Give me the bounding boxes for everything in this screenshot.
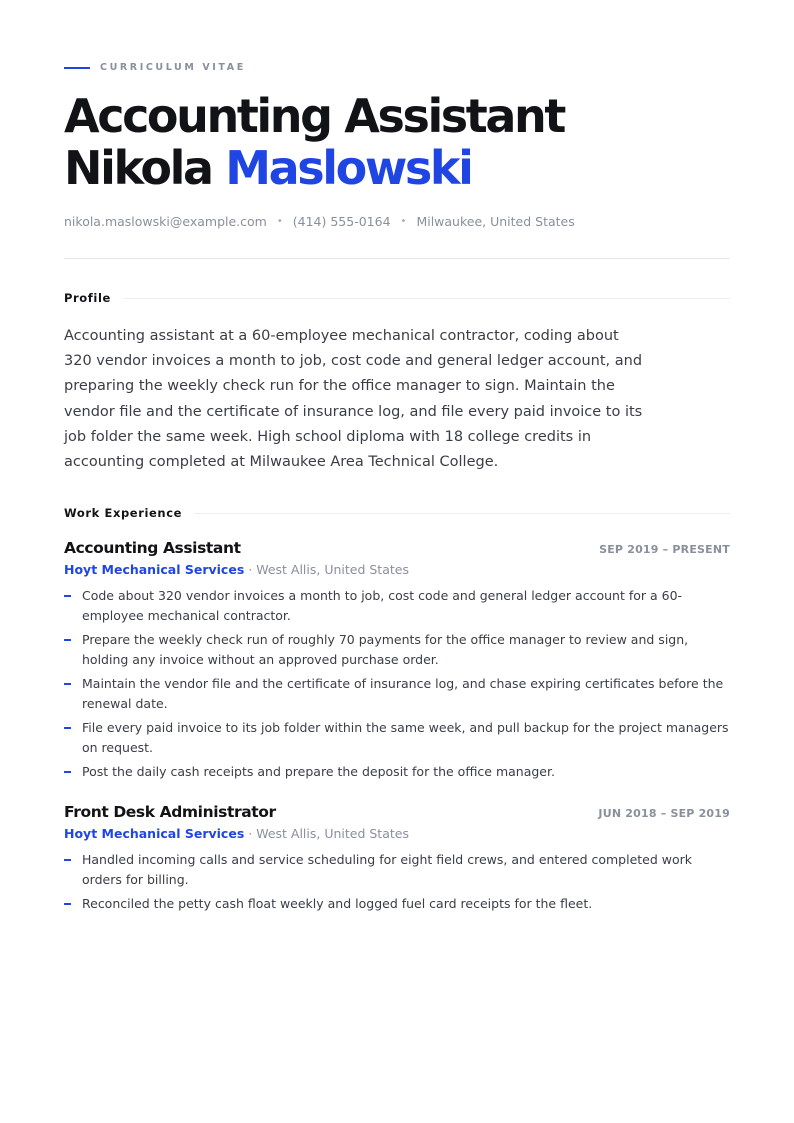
dash-icon — [64, 595, 71, 597]
list-item — [64, 718, 730, 757]
job-bullets — [64, 850, 730, 914]
list-item — [64, 674, 730, 713]
eyebrow-rule — [64, 67, 90, 69]
section-rule — [123, 298, 730, 299]
contact-email: nikola.maslowski@example.com — [64, 214, 267, 229]
job-entry — [64, 803, 730, 919]
bullet-text: File every paid invoice to its job folder within the same week, and pull backup for the project managers on request. — [82, 720, 729, 755]
last-name: Maslowski — [225, 141, 472, 195]
list-item — [64, 894, 730, 914]
header-divider — [64, 258, 730, 259]
section-heading-experience — [64, 506, 730, 520]
list-item — [64, 850, 730, 889]
dash-icon — [64, 903, 71, 905]
job-title: Front Desk Administrator — [64, 803, 276, 821]
title-role: Accounting Assistant — [64, 89, 564, 143]
first-name: Nikola — [64, 141, 212, 195]
list-item — [64, 630, 730, 669]
job-company: Hoyt Mechanical Services — [64, 562, 245, 577]
job-location: West Allis, United States — [256, 562, 409, 577]
contact-separator: • — [400, 216, 407, 227]
eyebrow — [64, 62, 246, 73]
profile-text: Accounting assistant at a 60-employee mechanical contractor, coding about 320 vendor invoices a month to job, cost code and general ledger account, and preparing the weekly check run for the office manager to sign. Maintain the vendor file and the certificate of insurance log, and file every paid invoice to its job folder the same week. High school diploma with 18 college credits in accounting completed at Milwaukee Area Technical College. — [64, 328, 643, 471]
contact-location: Milwaukee, United States — [416, 214, 575, 229]
eyebrow-text: CURRICULUM VITAE — [100, 62, 246, 73]
bullet-text: Post the daily cash receipts and prepare the deposit for the office manager. — [82, 764, 555, 779]
job-header — [64, 803, 730, 821]
dash-icon — [64, 727, 71, 729]
bullet-text: Prepare the weekly check run of roughly 70 payments for the office manager to review and sign, holding any invoice without an approved purchase order. — [82, 632, 689, 667]
job-org — [64, 562, 730, 577]
job-dates: JUN 2018 – SEP 2019 — [598, 807, 730, 820]
dash-icon — [64, 771, 71, 773]
bullet-text: Code about 320 vendor invoices a month to job, cost code and general ledger account for a 60-employee mechanical contractor. — [82, 588, 683, 623]
list-item — [64, 586, 730, 625]
job-entry — [64, 539, 730, 787]
job-org-separator: · — [244, 562, 257, 577]
job-org — [64, 826, 730, 841]
job-location: West Allis, United States — [256, 826, 409, 841]
section-rule — [194, 513, 730, 514]
job-title: Accounting Assistant — [64, 539, 241, 557]
job-org-separator: · — [244, 826, 257, 841]
page-title — [64, 90, 764, 194]
bullet-text: Reconciled the petty cash float weekly and logged fuel card receipts for the fleet. — [82, 896, 593, 911]
bullet-text: Handled incoming calls and service scheduling for eight field crews, and entered completed work orders for billing. — [82, 852, 693, 887]
list-item — [64, 762, 730, 782]
job-dates: SEP 2019 – PRESENT — [599, 543, 730, 556]
dash-icon — [64, 859, 71, 861]
bullet-text: Maintain the vendor file and the certificate of insurance log, and chase expiring certificates before the renewal date. — [82, 676, 724, 711]
job-header — [64, 539, 730, 557]
dash-icon — [64, 683, 71, 685]
contact-phone: (414) 555-0164 — [292, 214, 391, 229]
section-label: Work Experience — [64, 506, 183, 520]
section-heading-profile — [64, 291, 730, 305]
contact-separator: • — [276, 216, 283, 227]
section-label: Profile — [64, 291, 111, 305]
dash-icon — [64, 639, 71, 641]
contact-line — [64, 214, 575, 229]
job-company: Hoyt Mechanical Services — [64, 826, 245, 841]
job-bullets — [64, 586, 730, 782]
